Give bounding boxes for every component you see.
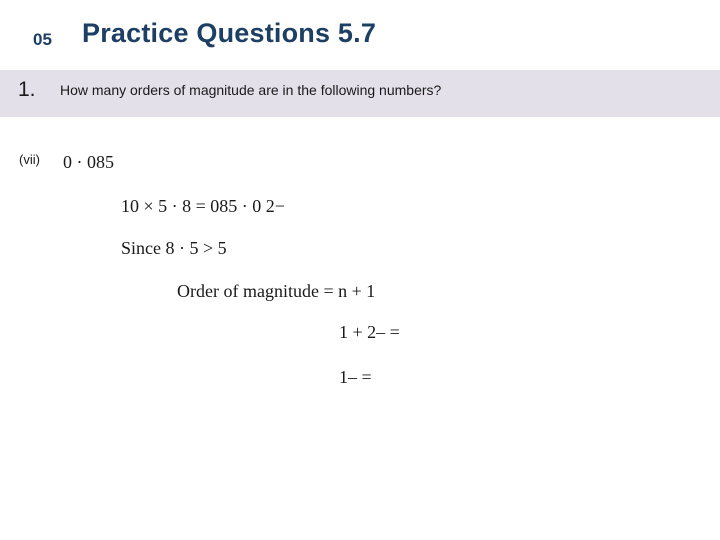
order-of-magnitude-formula: Order of magnitude = n + 1 (177, 281, 376, 301)
given-number: 0 · 085 (63, 152, 114, 172)
chapter-number: 05 (33, 30, 52, 49)
question-number: 1. (18, 78, 36, 101)
standard-form-equation: 10 × 5 · 8 = 085 · 0 2− (121, 196, 285, 216)
calculation-step-2: 1– = (339, 367, 372, 387)
page-title: Practice Questions 5.7 (82, 18, 377, 48)
calculation-step-1: 1 + 2– = (339, 322, 400, 342)
comparison-line: Since 8 · 5 > 5 (121, 238, 227, 258)
part-label: (vii) (19, 152, 40, 167)
question-text: How many orders of magnitude are in the following numbers? (60, 82, 442, 98)
